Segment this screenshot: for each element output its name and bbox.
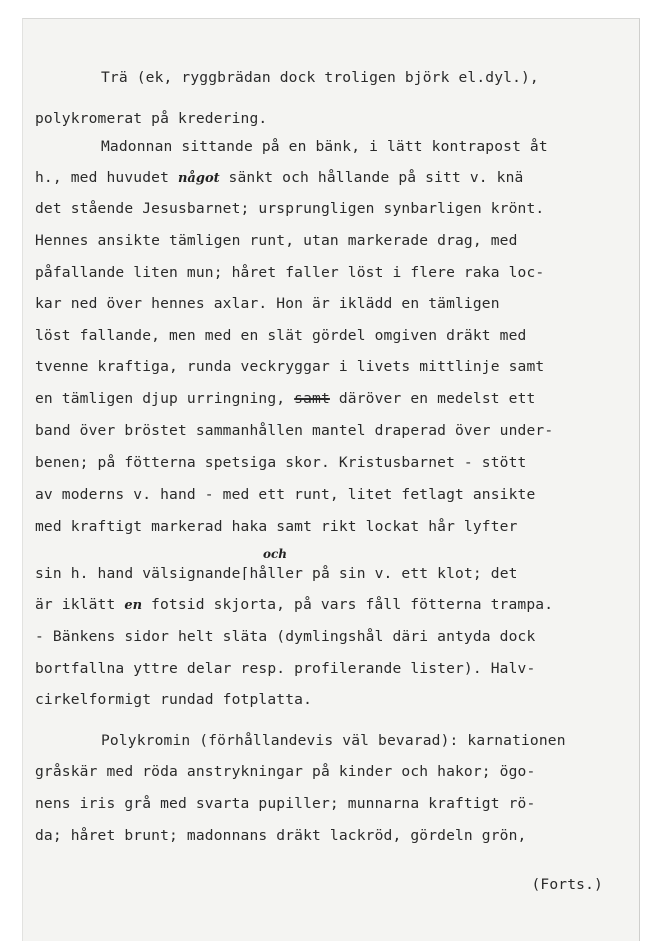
typed-text: däröver en medelst ett	[329, 390, 536, 407]
text-line-11	[35, 385, 535, 413]
text-line-12: band över bröstet sammanhållen mantel draperad över under-	[35, 422, 554, 439]
struck-word: samt	[294, 390, 330, 407]
typed-text: håller på sin v. ett klot; det	[249, 565, 518, 582]
text-line-3: Madonnan sittande på en bänk, i lätt kontrapost åt	[101, 138, 548, 155]
text-line-6: Hennes ansikte tämligen runt, utan markerade drag, med	[35, 232, 518, 249]
typed-text: sin h. hand välsignande	[35, 565, 241, 582]
typed-text: fotsid skjorta, på vars fåll fötterna trampa.	[142, 596, 554, 613]
text-line-10: tvenne kraftiga, runda veckryggar i livets mittlinje samt	[35, 358, 545, 375]
text-line-16	[35, 560, 518, 588]
handwritten-word: en	[124, 598, 143, 613]
text-line-5: det stående Jesusbarnet; ursprungligen synbarligen krönt.	[35, 200, 545, 217]
text-line-7: påfallande liten mun; håret faller löst i flere raka loc-	[35, 264, 545, 281]
typewritten-page	[22, 18, 640, 941]
text-line-1: Trä (ek, ryggbrädan dock troligen björk el.dyl.),	[101, 69, 539, 86]
insertion-mark: ⌈	[240, 565, 250, 582]
handwritten-insertion: och	[263, 547, 288, 561]
text-line-20: cirkelformigt rundad fotplatta.	[35, 691, 313, 708]
typed-text: h., med huvudet	[35, 169, 178, 186]
typed-text: är iklätt	[35, 596, 125, 613]
typed-text: sänkt och hållande på sitt v. knä	[219, 169, 524, 186]
text-line-18: - Bänkens sidor helt släta (dymlingshål däri antyda dock	[35, 628, 536, 645]
text-line-24: da; håret brunt; madonnans dräkt lackröd, gördeln grön,	[35, 827, 527, 844]
text-line-2: polykromerat på kredering.	[35, 110, 268, 127]
typed-text: en tämligen djup urringning,	[35, 390, 295, 407]
continuation-note: (Forts.)	[531, 876, 603, 893]
text-line-15: med kraftigt markerad haka samt rikt lockat hår lyfter	[35, 518, 518, 535]
text-line-17	[35, 591, 553, 619]
text-line-4	[35, 164, 523, 192]
text-line-8: kar ned över hennes axlar. Hon är iklädd en tämligen	[35, 295, 500, 312]
text-line-14: av moderns v. hand - med ett runt, litet fetlagt ansikte	[35, 486, 536, 503]
text-line-23: nens iris grå med svarta pupiller; munnarna kraftigt rö-	[35, 795, 536, 812]
text-line-13: benen; på fötterna spetsiga skor. Kristusbarnet - stött	[35, 454, 527, 471]
handwritten-word: något	[177, 171, 220, 186]
text-line-19: bortfallna yttre delar resp. profilerande lister). Halv-	[35, 660, 536, 677]
text-line-21: Polykromin (förhållandevis väl bevarad): karnationen	[101, 732, 566, 749]
text-line-22: gråskär med röda anstrykningar på kinder och hakor; ögo-	[35, 763, 536, 780]
text-line-9: löst fallande, men med en slät gördel omgiven dräkt med	[35, 327, 527, 344]
